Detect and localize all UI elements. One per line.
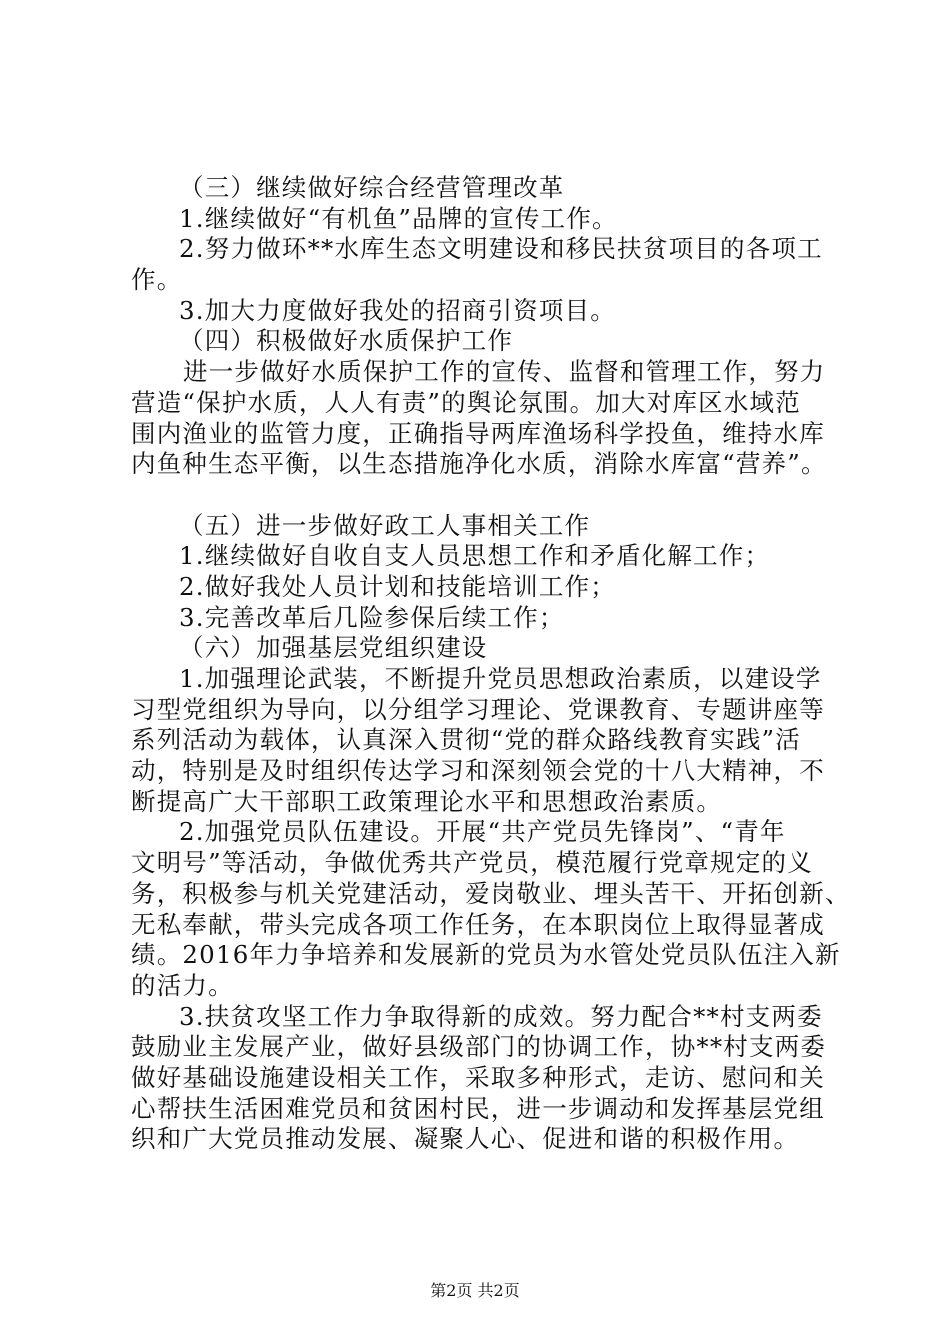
text-line: 务，积极参与机关党建活动，爱岗敬业、埋头苦干、开拓创新、 [131,878,851,908]
paragraph-sec3-heading [131,173,831,204]
text-line: 营造“保护水质，人人有责”的舆论氛围。加大对库区水域范 [131,387,801,417]
paragraph-sec3-item1 [131,204,831,235]
paragraph-sec6-item3 [131,1002,831,1155]
paragraph-blank [131,480,831,511]
text-line: 动，特别是及时组织传达学习和深刻领会党的十八大精神，不 [131,756,825,786]
text-line: 的活力。 [131,970,234,1000]
paragraph-sec5-item2 [131,572,831,603]
paragraph-sec6-item1 [131,664,831,817]
text-line: 围内渔业的监管力度，正确指导两库渔场科学投鱼，维持水库 [131,418,825,448]
text-line: 系列活动为载体，认真深入贯彻“党的群众路线教育实践”活 [131,725,801,755]
text-line: 3.扶贫攻坚工作力争取得新的成效。努力配合**村支两委 [179,1001,823,1031]
page-footer [0,1278,950,1301]
text-line: 1.继续做好“有机鱼”品牌的宣传工作。 [179,203,618,233]
text-line: 习型党组织为导向，以分组学习理论、党课教育、专题讲座等 [131,694,825,724]
text-line: 织和广大党员推动发展、凝聚人心、促进和谐的积极作用。 [131,1124,800,1154]
paragraph-sec5-item1 [131,541,831,572]
text-line: 1.加强理论武装，不断提升党员思想政治素质，以建设学 [179,664,822,693]
text-line: 无私奉献，带头完成各项工作任务，在本职岗位上取得显著成 [131,909,825,939]
paragraph-sec6-heading [131,633,831,664]
text-line: （四）积极做好水质保护工作 [179,326,514,356]
text-line: 3.加大力度做好我处的招商引资项目。 [179,295,616,325]
text-line: 作。 [131,265,183,295]
paragraph-sec3-item3 [131,296,831,327]
text-line: 断提高广大干部职工政策理论水平和思想政治素质。 [131,786,723,816]
text-line: 1.继续做好自收自支人员思想工作和矛盾化解工作； [179,541,771,571]
text-line: 心帮扶生活困难党员和贫困村民，进一步调动和发挥基层党组 [131,1093,825,1123]
text-line: （五）进一步做好政工人事相关工作 [179,510,591,540]
text-line [131,480,831,511]
text-line: 鼓励业主发展产业，做好县级部门的协调工作，协**村支两委 [131,1032,827,1062]
text-line: 2.努力做环**水库生态文明建设和移民扶贫项目的各项工 [179,234,823,264]
text-line: （六）加强基层党组织建设 [179,633,488,663]
paragraph-sec3-item2 [131,234,831,295]
text-line: （三）继续做好综合经营管理改革 [179,173,565,202]
paragraph-sec5-item3 [131,603,831,634]
page-number: 第2页 共2页 [430,1281,520,1300]
text-line: 3.完善改革后几险参保后续工作； [179,602,565,632]
text-line: 2.做好我处人员计划和技能培训工作； [179,571,616,601]
text-line: 文明号”等活动，争做优秀共产党员，模范履行党章规定的义 [131,848,813,878]
document-body [131,173,851,1155]
paragraph-sec4-body [131,357,831,480]
text-line: 内鱼种生态平衡，以生态措施净化水质，消除水库富“营养”。 [131,449,827,479]
text-line: 做好基础设施建设相关工作，采取多种形式，走访、慰问和关 [131,1062,825,1092]
text-line: 绩。2016年力争培养和发展新的党员为水管处党员队伍注入新 [131,940,841,970]
paragraph-sec4-heading [131,326,831,357]
paragraph-sec5-heading [131,511,831,542]
text-line: 进一步做好水质保护工作的宣传、监督和管理工作，努力 [183,357,826,387]
text-line: 2.加强党员队伍建设。开展“共产党员先锋岗”、“青年 [179,817,786,847]
paragraph-sec6-item2 [131,817,851,1001]
